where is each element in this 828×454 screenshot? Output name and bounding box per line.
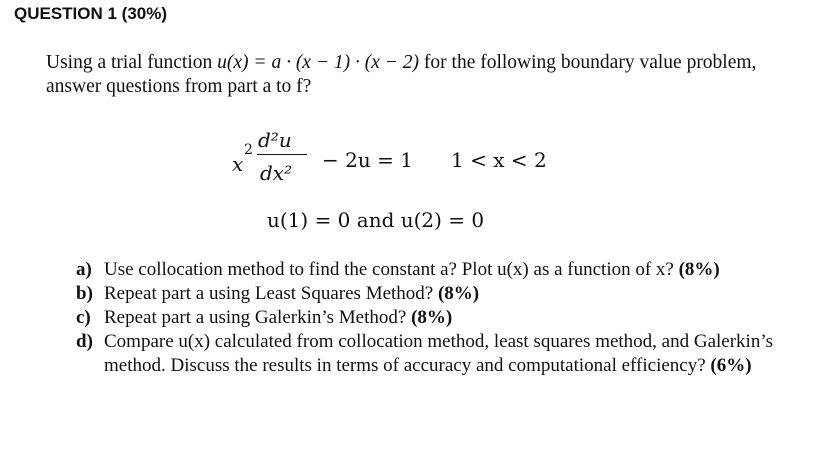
eq-domain: 1 < x < 2 <box>451 148 547 172</box>
part-letter: d) <box>76 331 93 352</box>
eq-rhs: − 2u = 1 <box>322 148 413 172</box>
part-b <box>76 282 776 306</box>
part-text: Compare u(x) calculated from collocation method, least squares method, and Galerkin’s method. Discuss the results in terms of accuracy and computational efficiency? <box>104 331 774 376</box>
part-text: Use collocation method to find the constant a? Plot u(x) as a function of x? <box>104 259 679 280</box>
eq-x: x <box>232 152 244 176</box>
part-letter: b) <box>76 283 93 304</box>
part-percent: (8%) <box>678 259 720 280</box>
intro-suffix: for the following boundary value problem, answer questions from part a to f? <box>46 52 757 97</box>
trial-function: u(x) = a · (x − 1) · (x − 2) <box>217 52 420 73</box>
part-text: Repeat part a using Least Squares Method? <box>104 283 438 304</box>
eq-denominator: dx² <box>260 161 293 185</box>
part-letter: c) <box>76 307 91 328</box>
boundary-conditions: u(1) = 0 and u(2) = 0 <box>267 208 485 232</box>
part-c <box>76 306 776 330</box>
question-intro <box>46 51 806 99</box>
eq-x-power: 2 <box>244 142 253 158</box>
fraction-bar <box>257 154 307 155</box>
intro-prefix: Using a trial function <box>46 52 218 73</box>
part-letter: a) <box>76 259 92 280</box>
part-percent: (6%) <box>710 355 752 376</box>
part-text: Repeat part a using Galerkin’s Method? <box>104 307 412 328</box>
question-parts <box>76 258 776 378</box>
question-heading: QUESTION 1 (30%) <box>14 4 168 23</box>
part-a <box>76 258 776 282</box>
part-percent: (8%) <box>437 283 480 304</box>
part-percent: (8%) <box>411 307 453 328</box>
eq-numerator: d²u <box>258 128 292 152</box>
part-d <box>76 330 776 378</box>
